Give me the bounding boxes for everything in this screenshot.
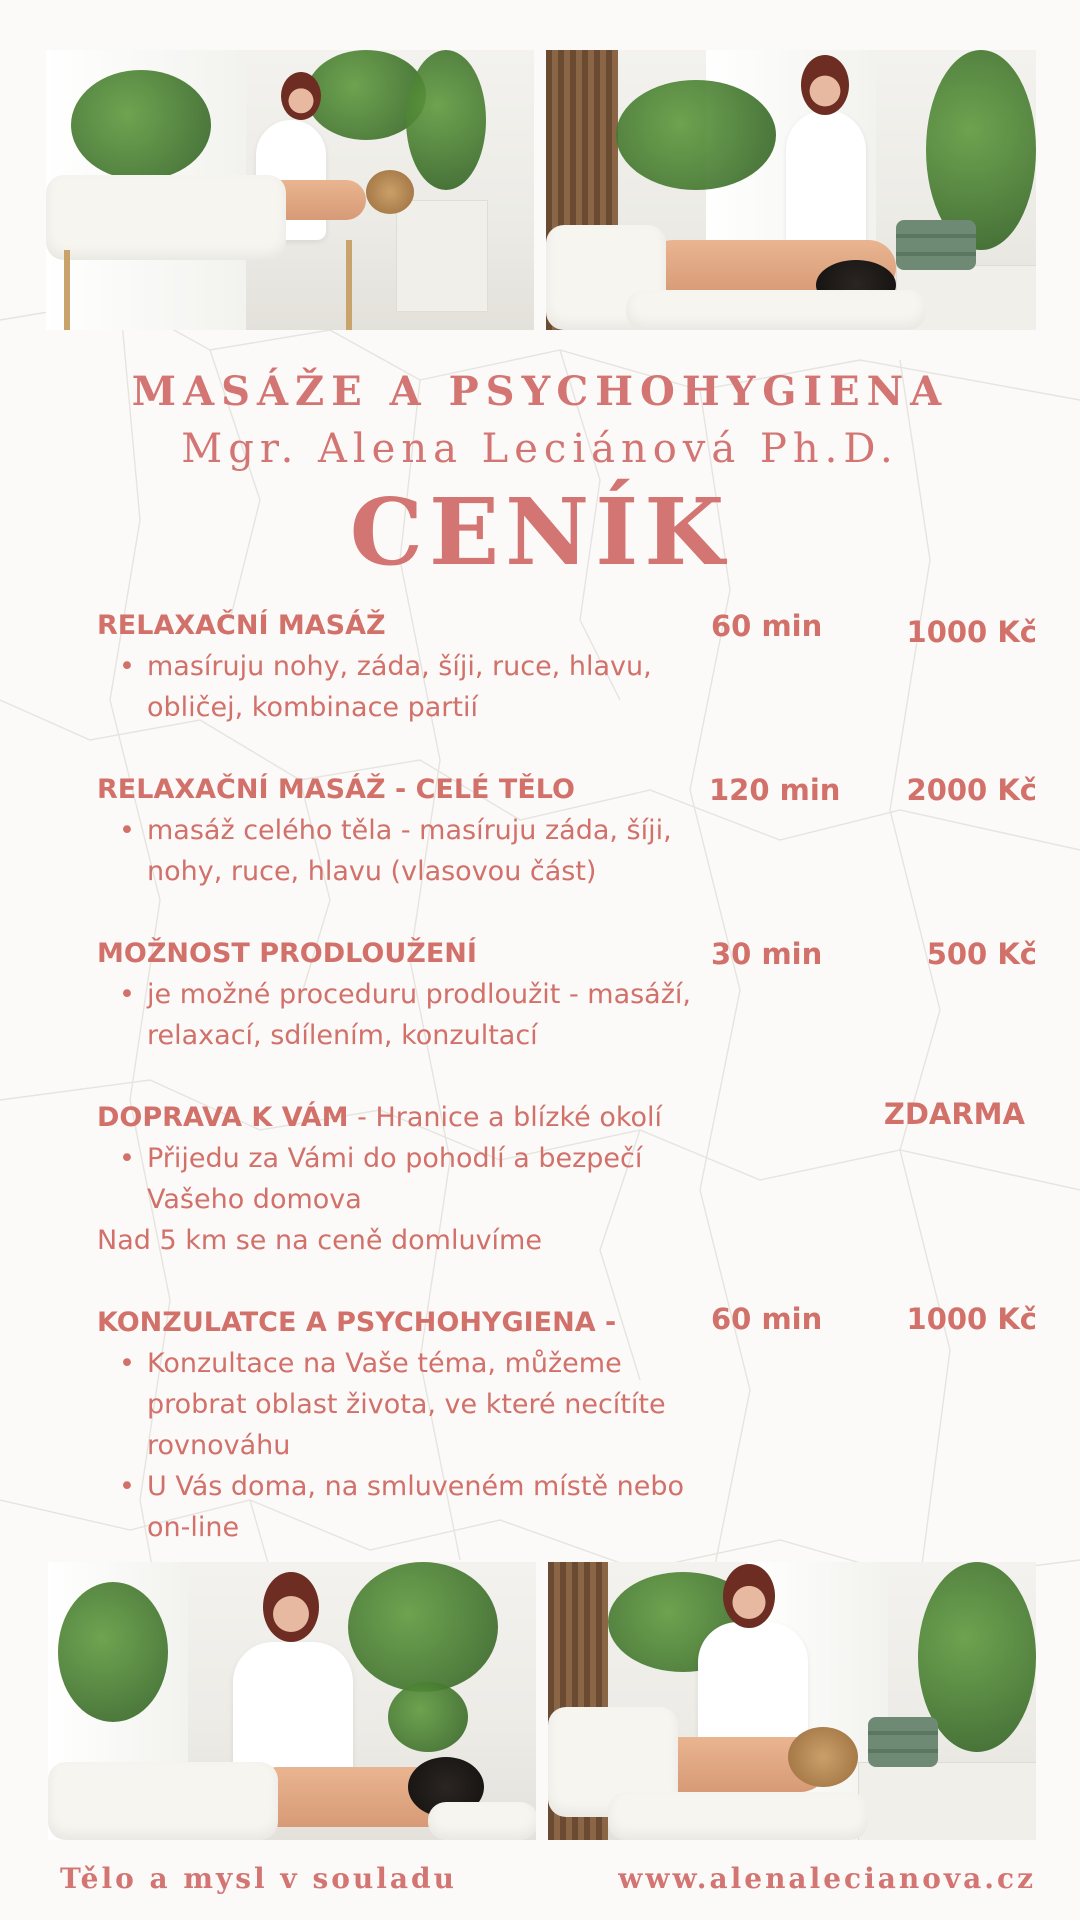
photo-massage-bottom-left (48, 1562, 536, 1840)
service-bullet: • Konzultace na Vaše téma, můžeme probrat oblast života, ve které necítíte rovnováhu (147, 1343, 707, 1466)
service-name (97, 1303, 1037, 1343)
service-duration: 60 min (711, 1302, 823, 1336)
service-name-extra: - (595, 1307, 617, 1338)
service-price: ZDARMA (883, 1097, 1025, 1131)
service-bullets (97, 810, 1037, 892)
service-bullet: • je možné proceduru prodloužit - masáží, relaxací, sdílením, konzultací (147, 974, 707, 1056)
service-name-text: MOŽNOST PRODLOUŽENÍ (97, 938, 477, 969)
service-price: 1000 Kč (906, 615, 1037, 649)
service-name (97, 934, 1037, 974)
service-name-text: KONZULATCE A PSYCHOHYGIENA (97, 1307, 596, 1338)
page-title: CENÍK (349, 478, 731, 586)
service-name-extra: - Hranice a blízké okolí (348, 1102, 663, 1133)
photo-massage-top-left (46, 50, 534, 330)
service-name-text: RELAXAČNÍ MASÁŽ (97, 610, 386, 641)
header-subtitle: Mgr. Alena Leciánová Ph.D. (181, 426, 899, 472)
service-duration: 120 min (709, 773, 841, 807)
service-name (97, 770, 1037, 810)
photo-massage-top-right (546, 50, 1036, 330)
service-relaxacni-masaz-cele-telo (97, 770, 1037, 892)
service-bullet: • Přijedu za Vámi do pohodlí a bezpečí Vašeho domova (147, 1138, 707, 1220)
service-price: 1000 Kč (906, 1302, 1037, 1336)
service-name-text: RELAXAČNÍ MASÁŽ - CELÉ TĚLO (97, 774, 575, 805)
service-bullets (97, 974, 1037, 1056)
service-name (97, 606, 1037, 646)
service-konzultace-psychohygiena (97, 1303, 1037, 1548)
service-bullets (97, 1138, 1037, 1220)
service-bullets (97, 646, 1037, 728)
service-relaxacni-masaz (97, 606, 1037, 728)
service-price: 2000 Kč (906, 773, 1037, 807)
service-bullet: • masáž celého těla - masíruju záda, šíji, nohy, ruce, hlavu (vlasovou část) (147, 810, 707, 892)
service-bullet: • U Vás doma, na smluveném místě nebo on-line (147, 1466, 707, 1548)
service-bullet: • masíruju nohy, záda, šíji, ruce, hlavu, obličej, kombinace partií (147, 646, 707, 728)
service-name-text: DOPRAVA K VÁM (97, 1102, 349, 1133)
service-duration: 30 min (711, 937, 823, 971)
photo-massage-bottom-right (548, 1562, 1036, 1840)
service-price: 500 Kč (926, 937, 1037, 971)
service-bullets (97, 1343, 1037, 1548)
footer-website[interactable]: www.alenalecianova.cz (618, 1862, 1036, 1895)
footer-tagline: Tělo a mysl v souladu (60, 1862, 457, 1895)
service-doprava-k-vam (97, 1098, 1037, 1261)
service-moznost-prodlouzeni (97, 934, 1037, 1056)
service-note: Nad 5 km se na ceně domluvíme (97, 1225, 542, 1256)
service-duration: 60 min (711, 609, 823, 643)
header-kicker: MASÁŽE A PSYCHOHYGIENA (131, 368, 949, 415)
